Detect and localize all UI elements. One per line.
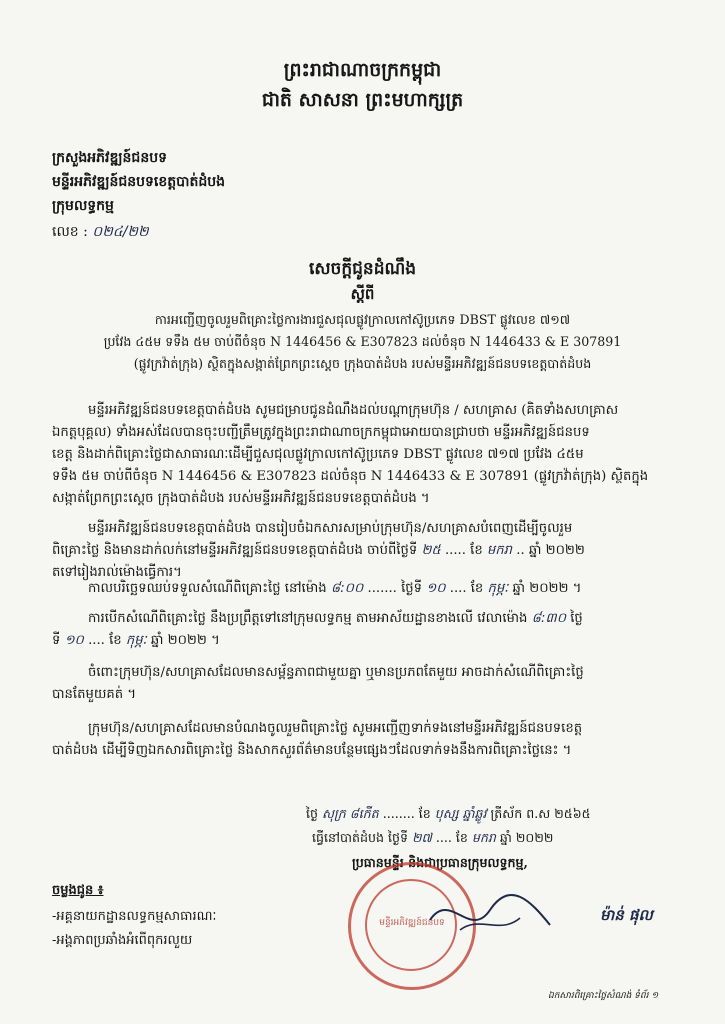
text-segment: ខែ: [470, 581, 484, 596]
paragraph-deadline: [88, 578, 688, 600]
paragraph-line: កាលបរិច្ឆេទឈប់ទទួលសំណើពិគ្រោះថ្លៃ នៅម៉ោង ៨:០០ ....... ថ្ងៃទី ១០ .... ខែ កុម្ភៈ ឆ្នាំ ២០២២ ។: [88, 581, 582, 596]
national-motto: ជាតិ សាសនា ព្រះមហាក្សត្រ: [261, 89, 464, 111]
number-label: លេខ :: [52, 224, 88, 240]
filled-day: ១០: [64, 633, 84, 648]
text-segment: ឆ្នាំ ២០២២: [528, 543, 585, 558]
solar-day: ២៧: [411, 830, 432, 845]
paragraph-opening: [52, 608, 692, 652]
notice-subtitle: ស្តីពី: [350, 285, 375, 303]
text-segment: ឆ្នាំ ២០២២: [499, 830, 554, 845]
text-segment: ខែ: [109, 633, 122, 648]
paragraph-line: ខេត្ត និងដាក់ពិគ្រោះថ្លៃជាសាធារណៈដើម្បីជួសជុលផ្លូវក្រាលកៅស៊ូប្រភេទ DBST ផ្លូវលេខ ៧១៧ ប្រវែង ៤៥ម: [52, 447, 584, 462]
text-segment: ឆ្នាំ ២០២២ ។: [150, 633, 220, 648]
document-number: [52, 222, 149, 243]
paragraph-line: តទៅរៀងរាល់ម៉ោងធ្វើការ។: [52, 565, 182, 580]
recipient-item: -អគ្គនាយកដ្ឋានលទ្ធកម្មសាធារណៈ: [52, 909, 217, 924]
text-segment: ថ្ងៃ: [306, 806, 318, 821]
paragraph-line: មន្ទីរអភិវឌ្ឍន៍ជនបទខេត្តបាត់ដំបង បានរៀបចំឯកសារសម្រាប់ក្រុមហ៊ុន/សហគ្រាសបំពេញដើម្បីចូលរួម: [88, 521, 573, 536]
stamp-text: មន្ទីរអភិវឌ្ឍន៍ជនបទ: [379, 918, 445, 928]
ministry-name: ក្រសួងអភិវឌ្ឍន៍ជនបទ: [52, 150, 167, 166]
filled-day: ១០: [426, 581, 446, 596]
paragraph-line: ពិគ្រោះថ្លៃ និងមានដាក់លក់នៅមន្ទីរអភិវឌ្ឍន៍ជនបទខេត្តបាត់ដំបង ចាប់ពីថ្ងៃទី ២៥ ..... ខែ មករា .. ឆ្នាំ ២០២២: [52, 543, 585, 558]
text-segment: ធ្វើនៅបាត់ដំបង ថ្ងៃទី: [312, 830, 408, 845]
paragraph-line: សង្កាត់ព្រែកព្រះស្តេច ក្រុងបាត់ដំបង របស់មន្ទីរអភិវឌ្ឍន៍ជនបទខេត្តបាត់ដំបង ។: [52, 491, 430, 506]
filled-month: មករា: [486, 543, 513, 558]
signer-name: ម៉ាន់ ផុល: [600, 906, 653, 924]
solar-date: ធ្វើនៅបាត់ដំបង ថ្ងៃទី ២៧ .... ខែ មករា ឆ្នាំ ២០២២: [312, 830, 554, 845]
paragraph-affiliation: [52, 662, 692, 706]
paragraph-line: ចំពោះក្រុមហ៊ុន/សហគ្រាសដែលមានសម្ព័ន្ធភាពជាមួយគ្នា ឬមានប្រភពតែមួយ អាចដាក់សំណើពិគ្រោះថ្លៃ: [88, 665, 584, 680]
copy-to-label: ចម្លងជូន ៖: [52, 883, 104, 898]
paragraph-line: មន្ទីរអភិវឌ្ឍន៍ជនបទខេត្តបាត់ដំបង សូមជម្រាបជូនដំណឹងដល់បណ្តាក្រុមហ៊ុន / សហគ្រាស (គិតទាំងសហគ្រាស: [88, 403, 619, 418]
paragraph-line: ទី ១០ .... ខែ កុម្ភៈ ឆ្នាំ ២០២២ ។: [52, 633, 220, 648]
filled-time: ៨:៣០: [531, 611, 567, 626]
text-segment: ការបើកសំណើពិគ្រោះថ្លៃ នឹងប្រព្រឹត្តទៅនៅក្រុមលទ្ធកម្ម តាមអាស័យដ្ឋានខាងលើ វេលាម៉ោង: [88, 611, 528, 626]
text-segment: ខែ: [470, 543, 483, 558]
number-value: ០២៤/២២: [92, 224, 149, 240]
paragraph-line: បានតែមួយគត់ ។: [52, 687, 137, 702]
notice-title: សេចក្តីជូនដំណឹង: [308, 259, 417, 279]
kingdom-header: ព្រះរាជាណាចក្រកម្ពុជា: [283, 59, 442, 81]
filled-month: កុម្ភៈ: [125, 633, 147, 648]
solar-month: មករា: [471, 830, 496, 845]
paragraph-line: ក្រុមហ៊ុន/សហគ្រាសដែលមានបំណងចូលរួមពិគ្រោះថ្លៃ សូមអញ្ជើញទាក់ទងនៅមន្ទីរអភិវឌ្ឍន៍ជនបទខេត្ត: [88, 721, 583, 736]
subject-line-3: (ផ្លូវក្រវ៉ាត់ក្រុង) ស្ថិតក្នុងសង្កាត់ព្រែកព្រះស្តេច ក្រុងបាត់ដំបង របស់មន្ទីរអភិវឌ្ឍន៍ជនបទខេត្តបាត់ដំបង: [133, 356, 592, 371]
text-segment: ថ្ងៃ: [570, 611, 583, 626]
filled-day: ២៥: [421, 543, 441, 558]
text-segment: ខែ: [455, 830, 468, 845]
committee-name: ក្រុមលទ្ធកម្ម: [52, 198, 114, 214]
signer-title: ប្រធានមន្ទីរ និងជាប្រធានក្រុមលទ្ធកម្ម,: [352, 855, 528, 870]
footer-note: ឯកសារពិគ្រោះថ្លៃសំណង់ ទំព័រ ១: [548, 991, 659, 1001]
subject-line-1: ការអញ្ជើញចូលរួមពិគ្រោះថ្លៃការងារជួសជុលផ្លូវក្រាលកៅស៊ូប្រភេទ DBST ផ្លូវលេខ ៧១៧: [154, 312, 571, 327]
text-segment: ត្រីស័ក ព.ស ២៥៦៥: [490, 806, 591, 821]
paragraph-intro: [52, 400, 682, 510]
paragraph-documents: [52, 518, 682, 584]
text-segment: ទី: [52, 633, 61, 648]
signature-scribble: [420, 880, 560, 950]
filled-time: ៨:០០: [330, 581, 364, 596]
recipient-item: -អង្គភាពប្រឆាំងអំពើពុករលួយ: [52, 933, 193, 948]
text-segment: ខែ: [418, 806, 431, 821]
department-name: មន្ទីរអភិវឌ្ឍន៍ជនបទខេត្តបាត់ដំបង: [52, 174, 226, 190]
lunar-day: សុក្រ ៨កើត: [322, 806, 379, 821]
lunar-month: បុស្ស: [434, 806, 459, 821]
text-segment: កាលបរិច្ឆេទឈប់ទទួលសំណើពិគ្រោះថ្លៃ នៅម៉ោង: [88, 581, 327, 596]
subject-line-2: ប្រវែង ៤៥ម ទទឹង ៥ម ចាប់ពីចំនុច N 1446456 & E307823 ដល់ចំនុច N 1446433 & E 307891: [103, 334, 622, 349]
text-segment: ឆ្នាំ ២០២២ ។: [512, 581, 582, 596]
lunar-year: ឆ្នាំឆ្លូវ: [462, 806, 487, 821]
filled-month: កុម្ភៈ: [487, 581, 509, 596]
lunar-date: ថ្ងៃ សុក្រ ៨កើត ........ ខែ បុស្ស ឆ្នាំឆ្លូវ ត្រីស័ក ព.ស ២៥៦៥: [306, 806, 591, 821]
text-segment: ថ្ងៃទី: [401, 581, 423, 596]
paragraph-line: ទទឹង ៥ម ចាប់ពីចំនុច N 1446456 & E307823 ដល់ចំនុច N 1446433 & E 307891 (ផ្លូវក្រវ៉ាត់ក្រុង) ស្ថិតក្នុង: [52, 469, 649, 484]
paragraph-line: បាត់ដំបង ដើម្បីទិញឯកសារពិគ្រោះថ្លៃ និងសាកសួរព័ត៌មានបន្ថែមផ្សេងៗដែលទាក់ទងនឹងការពិគ្រោះថ្លៃនេះ ។: [52, 743, 572, 758]
paragraph-contact: [52, 718, 692, 762]
text-segment: ពិគ្រោះថ្លៃ និងមានដាក់លក់នៅមន្ទីរអភិវឌ្ឍន៍ជនបទខេត្តបាត់ដំបង ចាប់ពីថ្ងៃទី: [52, 543, 418, 558]
paragraph-line: [52, 608, 692, 630]
paragraph-line: ឯកត្តបុគ្គល) ទាំងអស់ដែលបានចុះបញ្ជីត្រឹមត្រូវក្នុងព្រះរាជាណាចក្រកម្ពុជាអោយបានជ្រាបថា មន្ទីរអភិវឌ្ឍន៍ជនបទ: [52, 425, 590, 440]
